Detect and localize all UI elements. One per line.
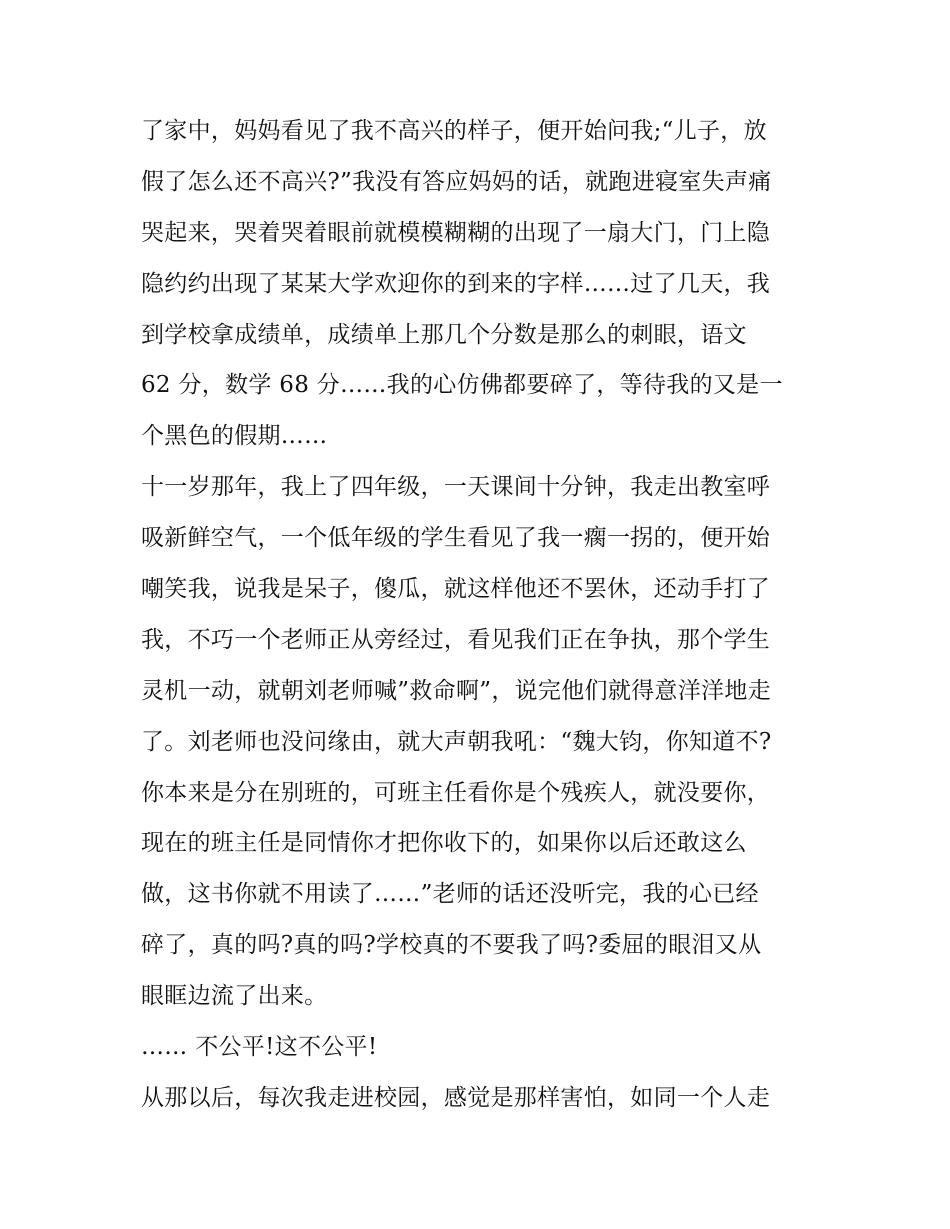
text-line: 到学校拿成绩单，成绩单上那几个分数是那么的刺眼，语文 bbox=[141, 321, 747, 348]
text-line: 62 分，数学 68 分……我的心仿佛都要碎了，等待我的又是一 bbox=[141, 372, 783, 399]
text-line: 做，这书你就不用读了……”老师的话还没听完，我的心已经 bbox=[141, 881, 759, 908]
text-line: 吸新鲜空气，一个低年级的学生看见了我一瘸一拐的，便开始 bbox=[141, 525, 771, 552]
text-line: 十一岁那年，我上了四年级，一天课间十分钟，我走出教室呼 bbox=[141, 474, 771, 501]
text-line: 假了怎么还不高兴?”我没有答应妈妈的话，就跑进寝室失声痛 bbox=[141, 168, 772, 195]
text-line: 灵机一动，就朝刘老师喊”救命啊”，说完他们就得意洋洋地走 bbox=[141, 677, 771, 704]
text-line: 隐约约出现了某某大学欢迎你的到来的字样……过了几天，我 bbox=[141, 270, 771, 297]
body-text bbox=[141, 106, 821, 1124]
text-line: 嘲笑我，说我是呆子，傻瓜，就这样他还不罢休，还动手打了 bbox=[141, 576, 771, 603]
text-line: 你本来是分在别班的，可班主任看你是个残疾人，就没要你， bbox=[141, 779, 771, 806]
text-line: 眼眶边流了出来。 bbox=[141, 983, 328, 1010]
text-line: 我，不巧一个老师正从旁经过，看见我们正在争执，那个学生 bbox=[141, 626, 771, 653]
text-line: 了。刘老师也没问缘由，就大声朝我吼：“魏大钧，你知道不? bbox=[141, 728, 772, 755]
text-line: 了家中，妈妈看见了我不高兴的样子，便开始问我;“儿子，放 bbox=[141, 118, 767, 144]
text-line: 从那以后，每次我走进校园，感觉是那样害怕，如同一个人走 bbox=[141, 1084, 771, 1111]
text-line: …… 不公平!这不公平! bbox=[141, 1034, 378, 1061]
text-line: 个黑色的假期…… bbox=[141, 423, 328, 450]
text-line: 哭起来，哭着哭着眼前就模模糊糊的出现了一扇大门，门上隐 bbox=[141, 219, 771, 246]
text-line: 现在的班主任是同情你才把你收下的，如果你以后还敢这么 bbox=[141, 830, 747, 857]
text-line: 碎了，真的吗?真的吗?学校真的不要我了吗?委屈的眼泪又从 bbox=[141, 932, 762, 959]
